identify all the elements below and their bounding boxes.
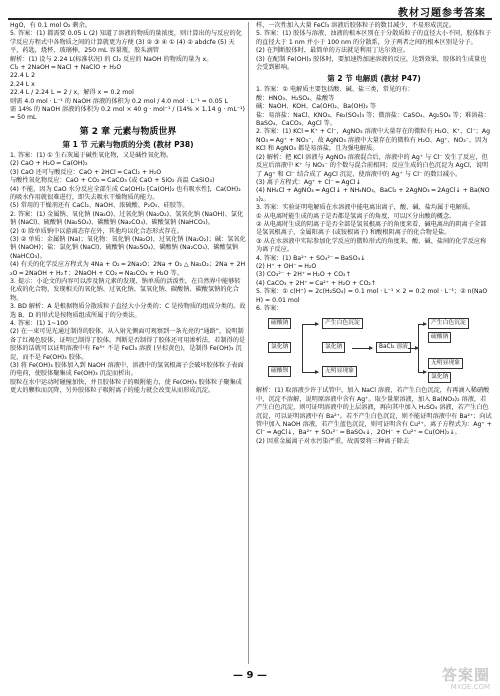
- diagram-box: 无明显现象: [322, 366, 357, 377]
- text-line: 2. 答案：(1) KCl ═ K⁺ + Cl⁻，AgNO₃ 溶液中大量存在的微粒有 H₂O、K⁺、Cl⁻；AgNO₃ ═ Ag⁺ + NO₃⁻，故 AgNO₃ 溶液中大量存在的微粒有 H₂O、Ag⁺、NO₃⁻。因为 KCl 和 AgNO₃ 都是易溶盐，且为强电解质。: [256, 128, 491, 153]
- text-line: (5) 常用的干燥剂还有 CaCl₂、NaOH、浓硫酸、P₂O₅、硅胶等。: [10, 202, 189, 210]
- text-line: 酸：HNO₃、H₂SO₄、盐酸等: [256, 94, 335, 102]
- text-line: 2.24 L x: [10, 80, 35, 88]
- watermark-url: MXQE.COM: [450, 683, 490, 691]
- section-title-2: 第 2 节 电解质 (教材 P47): [327, 74, 421, 84]
- text-line: 2. 答案：(1) 金属钠、氧化钠 (Na₂O)、过氧化钠 (Na₂O₂)、氢氧化钠 (NaOH)、氯化钠 (NaCl)、硫酸钠 (Na₂SO₄)、碳酸钠 (Na₂CO₃)、碳酸氢钠 (NaHCO₃)。: [10, 210, 244, 227]
- diagram-arrow: [418, 372, 426, 373]
- diagram-box: 硫酸钠: [428, 332, 451, 343]
- text-line: (2) CaO + H₂O ═ Ca(OH)₂: [10, 160, 88, 168]
- left-column: [10, 22, 246, 396]
- diagram-box: 产生白色沉淀: [322, 318, 363, 329]
- flowchart-diagram: [268, 316, 478, 384]
- column-divider: [248, 22, 249, 664]
- diagram-arrow: [352, 348, 372, 349]
- text-line: HgO，有 0.1 mol O₂ 剩余。: [10, 22, 91, 29]
- text-line: ③ 从在水溶液中实际参加化学反应的微粒形式的角度来，酸、碱、盐间的化学反应称为离子反应。: [256, 237, 487, 254]
- text-line: (2) 在一束可见光通过制得的胶体，从入射光侧面可观察到一条光亮的“通路”，说明制备了红褐色胶体，证明已制得了胶体。判断是否制得了胶体还可用渗析法，若制得的是胶体的话就可以证明溶液中有 Fe³⁺ 不是 FeCl₃ 溶液 (呈棕黄色)，是制得 Fe(OH)₃ 沉淀，而不是 Fe(OH)₃ 胶体。: [10, 328, 246, 361]
- text-line: 胶粒在水中运动时碰撞加快，并且胶体粒子的吸附能力，使 Fe(OH)₃ 胶体粒子聚集成更大的颗粒而沉降，另外胶体粒子吸附离子的能力就会改变从而形成沉淀。: [10, 378, 242, 395]
- text-line: 3. 答案：实验证明电解质在水溶液中能电离出离子，酸、碱、盐均属于电解质。: [256, 204, 475, 212]
- text-line: 解析：(1) 设与 2.24 L(标准状况) 的 Cl₂ 反应的 NaOH 的物质的量为 x。: [10, 55, 213, 63]
- text-line: 4. 答案：(1) 1~100: [10, 320, 69, 327]
- text-line: (2) 在判断胶体时，最简单的方法就是利用丁达尔效应。: [256, 47, 410, 55]
- text-line: 5. 答案：① c(H⁺) = 2c(H₂SO₄) = 0.1 mol · L⁻¹ × 2 = 0.2 mol · L⁻¹；② n(NaOH) = 0.01 mol: [256, 288, 488, 304]
- diagram-box: 产生白色沉淀: [428, 318, 469, 329]
- text-line: 则需 4.0 mol · L⁻¹ 的 NaOH 溶液的体积为 0.2 mol / 4.0 mol · L⁻¹ = 0.05 L: [10, 97, 228, 105]
- text-line: ① 从电离时能生成的离子是否都是氢离子的角度，可以区分出酸的概念。: [256, 212, 456, 220]
- text-line: 盐：易溶盐：NaCl、KNO₃、Fe₂(SO₄)₃ 等；微溶盐：CaSO₄、Ag₂SO₄ 等；难溶盐：BaSO₄、CaCO₃、AgCl 等。: [256, 111, 490, 128]
- text-line: (3) CO₃²⁻ + 2H⁺ ═ H₂O + CO₂↑: [256, 271, 351, 279]
- diagram-box: 硫酸钠: [268, 318, 291, 329]
- text-line: 碱：NaOH、KOH、Ca(OH)₂、Ba(OH)₂ 等: [256, 103, 377, 111]
- diagram-box: 氯化钠: [268, 342, 291, 353]
- text-line: 解析：(1) 取溶液少许于试管中，加入 NaCl 溶液，若产生白色沉淀，有再滴入稀硝酸中，沉淀不溶解，说明原溶液中含有 Ag⁺。取少量原溶液，加入 Ba(NO₃)₂ 溶液，若产生白色沉淀，则可证明溶液中的上层溶液，再向其中加入 H₂SO₄ 溶液，若产生白色沉淀，可以证明溶液中有 Ba²⁺。若不产生白色沉淀，则不能证明溶液中有 Ba²⁺；向试管中加入 NaOH 溶液，若产生蓝色沉淀，则可证明含有 Cu²⁺。离子方程式为：Ag⁺ + Cl⁻ ═ AgCl↓，Ba²⁺ + SO₄²⁻ ═ BaSO₄↓，2OH⁻ + Cu²⁺ ═ Cu(OH)₂↓。: [256, 387, 492, 437]
- diagram-arrow: [302, 372, 318, 373]
- text-line: (4) 有关的化学反应方程式为 4Na + O₂ ═ 2Na₂O；2Na + O₂ △ Na₂O₂；2Na + 2H₂O ═ 2NaOH + H₂↑；2NaOH + CO₂ ═ Na₂CO₃ + H₂O 等。: [10, 261, 246, 277]
- text-line: (3) 将 Fe(OH)₃ 胶体加入到 NaOH 溶液中，溶液中的氢氧根离子会破坏胶体粒子表面的电荷，使胶体聚集成 Fe(OH)₃ 沉淀而析出。: [10, 362, 244, 378]
- diagram-box: 无明显现象: [428, 358, 463, 369]
- text-line: (2) H⁺ + OH⁻ ═ H₂O: [256, 262, 317, 270]
- text-line: 22.4 L / 2.24 L = 2 / x，解得 x = 0.2 mol: [10, 89, 134, 97]
- watermark-logo: 答案圈: [441, 666, 490, 684]
- text-line: ② 从电离时生成的阴离子是否全部是氢氧根离子的角度来看，碱电离出的阴离子全部是氢氧根离子，金属阳离子 (或铵根离子) 和酸根阴离子的化合物是盐。: [256, 220, 487, 237]
- text-line: 样，一次性加入大量 FeCl₃ 溶液后胶体粒子的数目减少，不易形成沉淀。: [256, 22, 455, 29]
- text-line: 5. 答案：(1) 胶体与溶液、浊液的根本区别在于分散质粒子的直径大小不同，胶体粒子的直径大于 1 nm 并小于 100 nm 的分散系，分子两者之间的根本区别是分子。: [256, 30, 492, 46]
- text-line: (3) 在配制 Fe(OH)₃ 胶体时，要加速热加速溶液的反应，达到效果，胶体的生成量也会受到影响。: [256, 55, 487, 72]
- text-line: (4) CaCO₃ + 2H⁺ ═ Ca²⁺ + H₂O + CO₂↑: [256, 279, 377, 287]
- page-number: — 9 —: [233, 670, 267, 681]
- text-line: 3. 提示：小论文的内容可以涉及钠元素的发现、钠单质的活泼性，在自然界中能够转化成的化合物，发现相关的氧化钠、过氧化钠、氢氧化钠、碳酸钠、碳酸氢钠的化合物。: [10, 277, 241, 302]
- text-line: (4) NH₄Cl + AgNO₃ ═ AgCl↓ + NH₄NO₃，BaCl₂ + 2AgNO₃ ═ 2AgCl↓ + Ba(NO₃)₂。: [256, 187, 490, 203]
- diagram-box: BaCl₂ 溶液: [376, 342, 411, 353]
- text-line: 与酸性氧化物反应：CaO + CO₂ ═ CaCO₃ (或 CaO + SiO₂ 高温 CaSiO₃): [10, 177, 215, 185]
- text-line: (3) ② 单质：金属钠 (Na)；氧化物：氧化钠 (Na₂O)、过氧化钠 (Na₂O₂)；碱：氢氧化钠 (NaOH)；盐：氯化钠 (NaCl)、硫酸钠 (Na₂SO₄)、碳酸钠 (Na₂CO₃)、碳酸氢钠 (NaHCO₃)。: [10, 235, 246, 260]
- text-line: 4. 答案：(1) Ba²⁺ + SO₄²⁻ ═ BaSO₄↓: [256, 254, 366, 262]
- text-line: (2) 因重金属离子对水污染严重，故需要将三种离子除去: [256, 437, 410, 445]
- text-line: 3. BD 解析：A 是根据物质分散质粒子直径大小分类的；C 是按物质的组成分类的。故选 B、D 的形式是按物质组成所属于的分类法。: [10, 303, 246, 319]
- section-title: 第 1 节 元素与物质的分类 (教材 P38): [62, 139, 194, 149]
- page-header: 教材习题参考答案: [398, 8, 486, 19]
- diagram-arrow: [408, 348, 418, 349]
- chapter-title: 第 2 章 元素与物质世界: [79, 126, 177, 137]
- text-line: (4) 不能，因为 CaO 水分反应全部生成 Ca(OH)₂ [Ca(OH)₂ 也有吸水性]，Ca(OH)₂ 的吸水作用就很难进行，即失去吸水干燥物质的能力。: [10, 185, 241, 201]
- text-line: (2) 解析：把 KCl 溶液与 AgNO₃ 溶液混合后，溶液中的 Ag⁺ 与 Cl⁻ 发生了反应，但反应后溶液中 K⁺ 与 NO₃⁻ 的个数与混合前相同；反应生成的白色沉淀为 AgCl，说明了 Ag⁺ 和 Cl⁻ 结合成了 AgCl 沉淀，使溶液中的 Ag⁺ 与 Cl⁻ 的数目减小。: [256, 153, 489, 178]
- text-line: 需 14% 的 NaOH 溶液的体积为 0.2 mol × 40 g · mol⁻¹ / (14% × 1.14 g · mL⁻¹) ≈ 50 mL: [10, 106, 245, 122]
- text-line: 6. 答案：: [256, 305, 283, 312]
- diagram-arrow: [418, 324, 426, 325]
- right-column: [256, 22, 492, 446]
- text-line: 1. 答案：(1) ① 生石灰属于碱性氧化物，又是碱性氧化物。: [10, 151, 173, 159]
- text-line: 5. 答案：(1) 都需要 0.05 L (2) 知道了溶液的物质的量浓度，则计算出的与反应的化学反应方程式中各物质之间的计算就更为方便 (3) ② ③ ④ ① (4) ② abdcfe (5) 天平，药匙，烧杯，玻璃棒，250 mL 容量瓶，胶头滴管: [10, 30, 242, 55]
- diagram-connector: [302, 324, 303, 372]
- text-line: (2) ① 除单质钠中以游离态存在外，其他均以化合态形式存在。: [10, 227, 183, 235]
- diagram-box: 氯化钠: [322, 342, 345, 353]
- text-line: 1. 答案：① 电解质主要包括酸、碱、盐三类，常见的有：: [256, 86, 414, 94]
- diagram-box: 硫酸钡: [268, 366, 291, 377]
- text-line: (3) CaO 还可与酸反应：CaO + 2HCl ═ CaCl₂ + H₂O: [10, 168, 162, 176]
- diagram-box: 氯化钠: [428, 372, 451, 383]
- header-rule: [8, 18, 492, 20]
- text-line: 22.4 L 2: [10, 72, 36, 80]
- text-line: (3) 离子方程式：Ag⁺ + Cl⁻ ═ AgCl↓: [256, 178, 361, 186]
- text-line: Cl₂ + 2NaOH ═ NaCl + NaClO + H₂O: [10, 64, 122, 72]
- diagram-arrow: [302, 324, 318, 325]
